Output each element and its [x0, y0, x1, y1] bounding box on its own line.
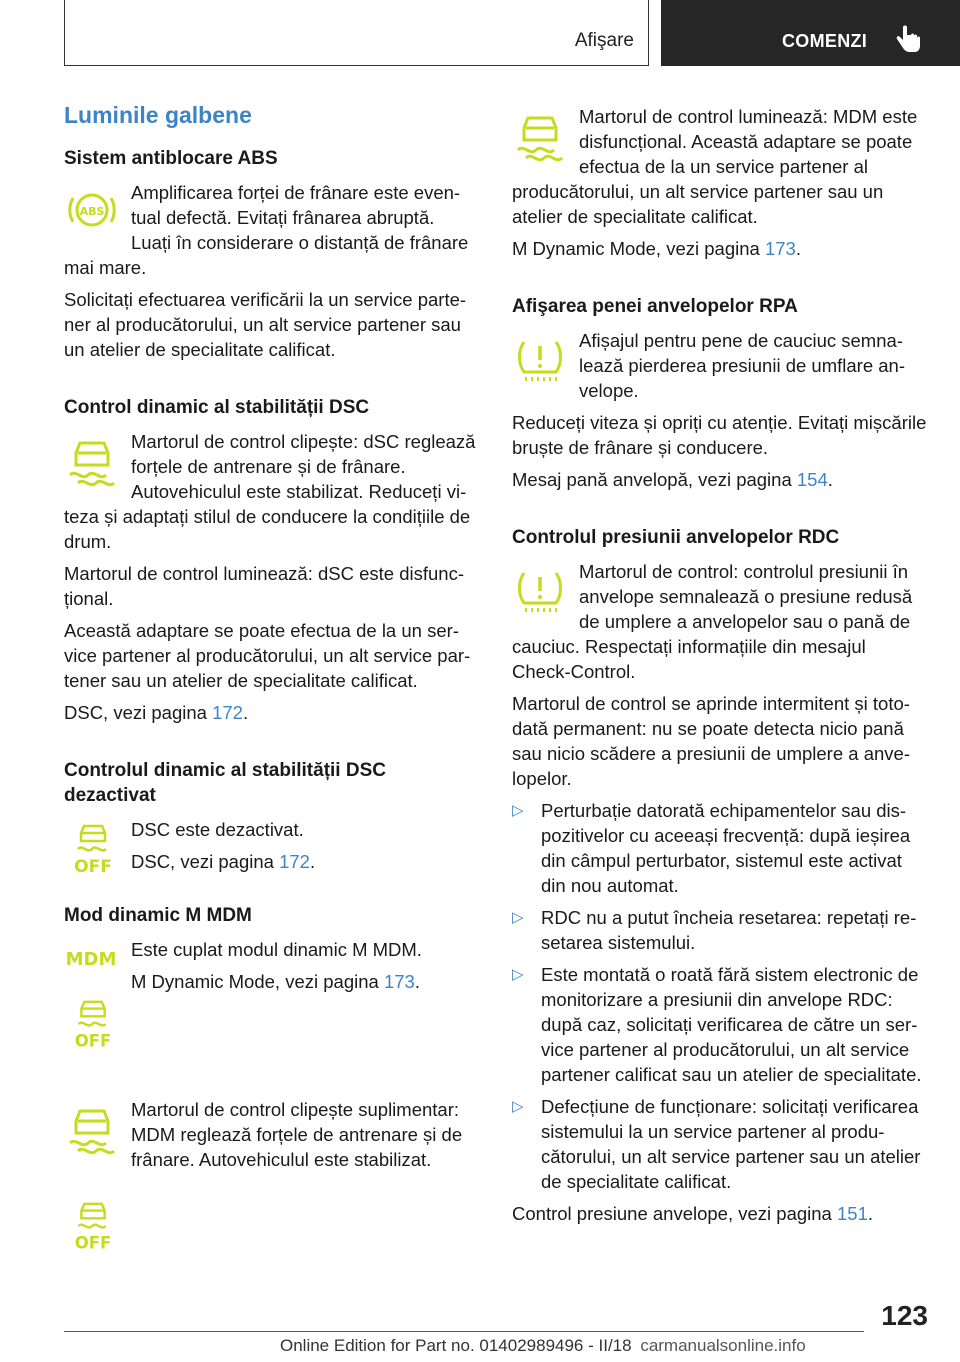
- abs-warning-icon: [64, 182, 131, 244]
- header-chapter-tab[interactable]: [661, 0, 960, 66]
- mdm-off-icon: [64, 995, 124, 1057]
- mdm-skid-car-icon: [64, 1099, 131, 1161]
- rpa-paragraph-1: Afișajul pentru pene de cauciuc semnalează pierderea presiunii de umflare anvelope.: [579, 330, 906, 401]
- dsc-off-paragraph-1: DSC este dezactivat.: [131, 819, 304, 840]
- dsc-off-icon: [64, 819, 131, 881]
- triangle-bullet-icon: ▷: [512, 1098, 524, 1115]
- mdm-fault-paragraph: Martorul de control luminează: MDM este disfuncțional. Această adaptare se poate efectua de la un service partener al producătorului, un alt service partener sau un atelier de specialitate calificat.: [512, 106, 918, 227]
- header-section-box: [64, 0, 649, 66]
- mdm-fault-skid-car-icon: [512, 106, 579, 168]
- header-chapter-title: COMENZI: [782, 31, 868, 51]
- dsc-off-reference: DSC, vezi pagina 172.: [131, 851, 316, 872]
- right-column: [512, 104, 928, 1233]
- footer-edition: Online Edition for Part no. 01402989496 - II/18: [280, 1336, 632, 1355]
- rdc-reference: Control presiune anvelope, vezi pagina 151.: [512, 1203, 874, 1224]
- rdc-paragraph-2: Martorul de control se aprinde intermitent și totodată permanent: nu se poate detecta nicio pană sau nicio scădere a presiunii de umplere a anvelopelor.: [512, 693, 910, 789]
- mdm-icon: [64, 939, 131, 979]
- mdm-heading: Mod dinamic M MDM: [64, 905, 252, 926]
- rpa-reference: Mesaj pană anvelopă, vezi pagina 154.: [512, 469, 833, 490]
- svg-text:OFF: OFF: [74, 1233, 112, 1253]
- mdm-fault-reference: M Dynamic Mode, vezi pagina 173.: [512, 238, 801, 259]
- mdm-reference: M Dynamic Mode, vezi pagina 173.: [131, 971, 420, 992]
- footer-edition-line: [280, 1336, 806, 1356]
- dsc-off-page-link[interactable]: 172: [279, 851, 310, 872]
- rpa-paragraph-2: Reduceți viteza și opriți cu atenție. Evitați mișcările bruște de frânare și conducere.: [512, 412, 927, 458]
- abs-paragraph-1: Amplificarea forței de frânare este eventual defectă. Evitați frânarea abruptă. Luați în considerare o distanță de frânare mai mare.: [64, 182, 469, 278]
- svg-text:OFF: OFF: [74, 857, 112, 877]
- svg-text:ABS: ABS: [79, 205, 105, 218]
- rdc-bullet-3: ▷ Este montată o roată fără sistem electronic de monitorizare a presiunii din anvelope RDC: după caz, solicitați verificarea de către un service partener al producătorului, un alt service partener calificat sau un atelier de specialitate.: [512, 964, 922, 1085]
- rpa-heading: Afişarea penei anvelopelor RPA: [512, 296, 798, 317]
- dsc-paragraph-3: Această adaptare se poate efectua de la un service partener al producătorului, un alt service partener sau un atelier de specialitate calificat.: [64, 620, 471, 691]
- dsc-skid-car-icon: [64, 431, 131, 493]
- footer-watermark[interactable]: carmanualsonline.info: [640, 1336, 806, 1355]
- rdc-paragraph-1: Martorul de control: controlul presiunii în anvelope semnalează o presiune redusă de umplere a anvelopelor sau o pană de cauciuc. Respectați informațiile din mesajul Check-Control.: [512, 561, 913, 682]
- left-column: [64, 100, 478, 1259]
- rdc-bullet-1: ▷ Perturbație datorată echipamentelor sau dispozitivelor cu aceeași frecvență: după ieșirea din câmpul perturbator, sistemul este activat din nou automat.: [512, 800, 911, 896]
- dsc-paragraph-1: Martorul de control clipește: dSC reglează forțele de antrenare și de frânare. Autovehiculul este stabilizat. Reduceți viteza și adaptați stilul de conducere la condițiile de drum.: [64, 431, 476, 552]
- dsc-off-heading: Controlul dinamic al stabilității DSC dezactivat: [64, 760, 386, 806]
- rdc-heading: Controlul presiunii anvelopelor RDC: [512, 527, 840, 548]
- triangle-bullet-icon: ▷: [512, 802, 524, 819]
- header-section-title: Afişare: [574, 30, 634, 51]
- triangle-bullet-icon: ▷: [512, 909, 524, 926]
- page-number: 123: [881, 1300, 928, 1331]
- abs-heading: Sistem antiblocare ABS: [64, 148, 278, 169]
- dsc-page-link[interactable]: 172: [212, 702, 243, 723]
- dsc-reference: DSC, vezi pagina 172.: [64, 702, 249, 723]
- triangle-bullet-icon: ▷: [512, 966, 524, 983]
- dsc-heading: Control dinamic al stabilității DSC: [64, 397, 370, 418]
- rdc-bullet-4: ▷ Defecțiune de funcționare: solicitați verificarea sistemului la un service partener al producătorului, un alt service partener sau un atelier de specialitate calificat.: [512, 1096, 921, 1192]
- mdm-off-icon-wrap: [64, 995, 478, 1075]
- rpa-page-link[interactable]: 154: [796, 469, 828, 490]
- tire-pressure-icon: [512, 330, 579, 392]
- hand-pointer-icon: [894, 24, 924, 56]
- mdm-off-icon-2: [64, 1197, 124, 1259]
- mdm-paragraph-2: Martorul de control clipește suplimentar: MDM reglează forțele de antrenare și de frânare. Autovehiculul este stabilizat.: [131, 1099, 463, 1170]
- rdc-bullet-2: ▷ RDC nu a putut încheia resetarea: repetați resetarea sistemului.: [512, 907, 917, 953]
- abs-paragraph-2: Solicitați efectuarea verificării la un service partener al producătorului, un alt service partener sau un atelier de specialitate calificat.: [64, 289, 467, 360]
- footer-rule: [64, 1331, 864, 1332]
- svg-text:OFF: OFF: [74, 1031, 112, 1051]
- mdm-fault-page-link[interactable]: 173: [764, 238, 796, 259]
- dsc-paragraph-2: Martorul de control luminează: dSC este disfuncțional.: [64, 563, 465, 609]
- svg-text:MDM: MDM: [65, 949, 117, 970]
- tire-pressure-icon-2: [512, 561, 579, 623]
- mdm-paragraph-1: Este cuplat modul dinamic M MDM.: [131, 939, 422, 960]
- mdm-page-link[interactable]: 173: [383, 971, 415, 992]
- rdc-page-link[interactable]: 151: [837, 1203, 868, 1224]
- section-title: Luminile galbene: [64, 102, 252, 128]
